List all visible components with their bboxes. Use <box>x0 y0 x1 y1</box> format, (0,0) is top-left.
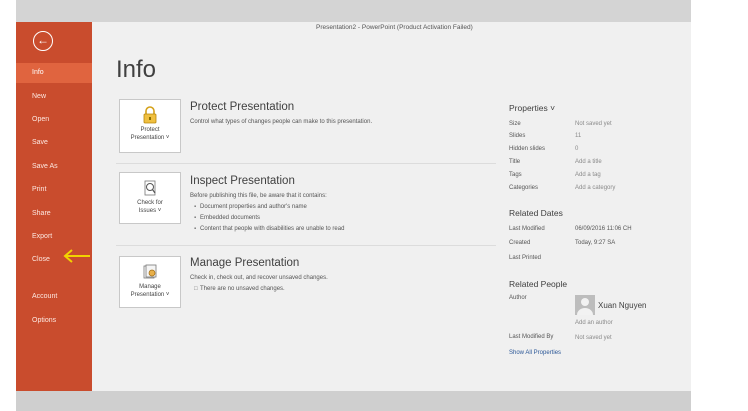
manage-document-icon <box>141 263 159 281</box>
categories-field[interactable]: Add a category <box>575 185 616 191</box>
card-label: Manage <box>139 284 161 290</box>
prop-label: Tags <box>509 172 522 178</box>
inspect-document-icon <box>141 179 159 197</box>
section-description: Before publishing this file, be aware that it contains: <box>190 193 327 199</box>
bottom-strip <box>16 391 691 411</box>
sidebar-item-new[interactable]: New <box>32 93 47 100</box>
prop-value: Not saved yet <box>575 121 612 127</box>
sidebar-item-save-as[interactable]: Save As <box>32 163 58 170</box>
list-item: ▪ Content that people with disabilities are unable to read <box>194 226 345 232</box>
prop-value: 11 <box>575 133 582 139</box>
sidebar-item-save[interactable]: Save <box>32 139 48 146</box>
divider <box>116 163 496 164</box>
back-arrow-icon[interactable]: ← <box>33 31 53 51</box>
document-icon: □ <box>194 286 198 292</box>
card-label: Presentation ˅ <box>130 292 170 298</box>
prop-label: Title <box>509 159 521 165</box>
title-field[interactable]: Add a title <box>575 159 602 165</box>
section-description: Check in, check out, and recover unsaved changes. <box>190 275 328 281</box>
lock-icon <box>141 106 159 124</box>
show-all-properties-link[interactable]: Show All Properties <box>509 350 562 356</box>
properties-dropdown[interactable]: Properties ˅ <box>509 103 556 113</box>
sidebar-item-open[interactable]: Open <box>32 116 50 123</box>
related-dates-heading: Related Dates <box>509 208 563 218</box>
list-item: ▪ Document properties and author's name <box>194 204 307 210</box>
divider <box>116 245 496 246</box>
person-icon <box>575 295 595 315</box>
page-title: Info <box>116 56 157 83</box>
prop-label: Author <box>509 295 527 301</box>
manage-presentation-button[interactable] <box>119 256 181 308</box>
card-label: Protect <box>140 127 160 133</box>
prop-label: Size <box>509 121 521 127</box>
window-title: Presentation2 - PowerPoint (Product Activation Failed) <box>316 24 473 31</box>
card-label: Presentation ˅ <box>130 135 170 141</box>
prop-label: Last Printed <box>509 255 542 261</box>
add-author-link[interactable]: Add an author <box>575 320 613 326</box>
prop-value: Today, 9:27 SA <box>575 240 616 246</box>
unsaved-changes-note: □ There are no unsaved changes. <box>194 286 285 292</box>
related-people-heading: Related People <box>509 279 568 289</box>
yellow-arrow-icon <box>62 249 92 263</box>
tags-field[interactable]: Add a tag <box>575 172 601 178</box>
sidebar-item-export[interactable]: Export <box>32 233 53 240</box>
prop-label: Slides <box>509 133 526 139</box>
check-for-issues-button[interactable] <box>119 172 181 224</box>
section-title: Manage Presentation <box>190 257 300 269</box>
sidebar-item-print[interactable]: Print <box>32 186 47 193</box>
avatar <box>575 295 595 315</box>
prop-label: Hidden slides <box>509 146 546 152</box>
section-title: Protect Presentation <box>190 101 295 113</box>
list-item: ▪ Embedded documents <box>194 215 261 221</box>
prop-label: Categories <box>509 185 539 191</box>
prop-label: Last Modified By <box>509 334 554 340</box>
author-name[interactable]: Xuan Nguyen <box>598 301 647 310</box>
top-strip <box>16 0 691 22</box>
sidebar-item-account[interactable]: Account <box>32 293 58 300</box>
protect-presentation-button[interactable] <box>119 99 181 153</box>
section-title: Inspect Presentation <box>190 175 295 187</box>
prop-value: 0 <box>575 146 579 152</box>
card-label: Check for <box>137 200 163 206</box>
prop-label: Created <box>509 240 531 246</box>
sidebar-item-close[interactable]: Close <box>32 256 50 263</box>
backstage-sidebar <box>16 22 92 391</box>
sidebar-item-share[interactable]: Share <box>32 210 51 217</box>
prop-value: Not saved yet <box>575 335 612 341</box>
backstage-window <box>16 0 691 411</box>
section-description: Control what types of changes people can make to this presentation. <box>190 119 373 125</box>
prop-value: 06/09/2016 11:06 CH <box>575 226 632 232</box>
card-label: Issues ˅ <box>138 208 162 214</box>
sidebar-item-info[interactable]: Info <box>16 63 92 83</box>
prop-label: Last Modified <box>509 226 545 232</box>
sidebar-item-options[interactable]: Options <box>32 317 57 324</box>
